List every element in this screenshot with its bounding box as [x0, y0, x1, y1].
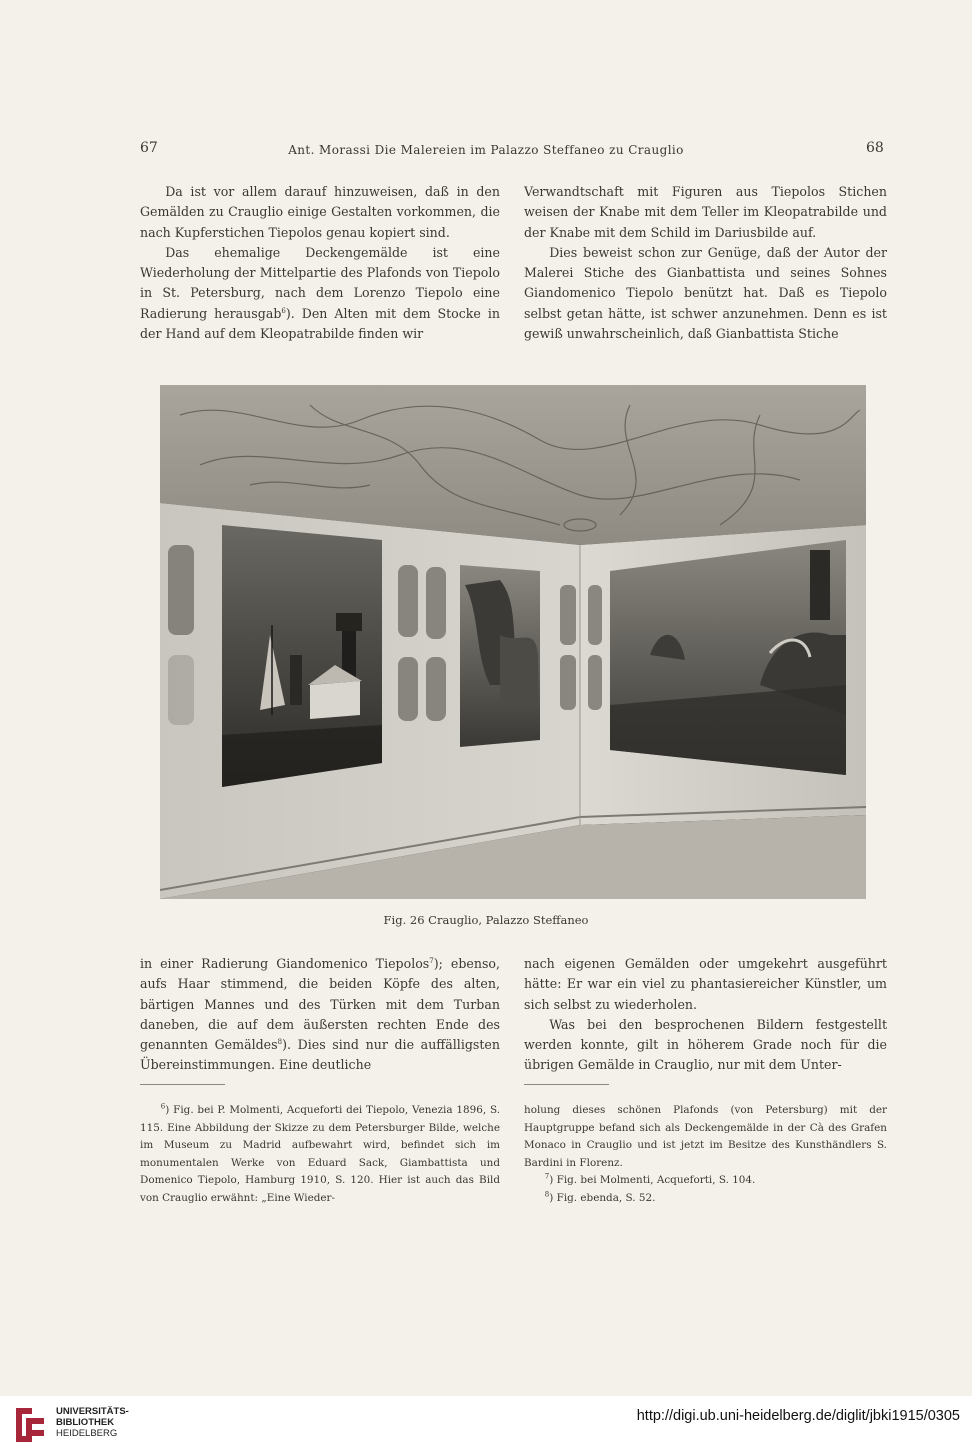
footnote-continuation: holung dieses schönen Plafonds (von Petersburg) mit der Hauptgruppe befand sich als Deckengemälde in der Cà des Grafen Monaco in Crauglio und ist jetzt im Besitze des Kunsthändlers S. Bardini in Florenz. — [524, 1104, 887, 1169]
footnotes-left — [140, 1102, 500, 1207]
footnote-rule-left — [140, 1084, 225, 1085]
paragraph: Dies beweist schon zur Genüge, daß der Autor der Malerei Stiche des Gianbattista und seines Sohnes Giandomenico Tiepolo benützt hat. Daß es Tiepolo selbst getan hätte, ist schwer anzunehmen. Denn es ist gewiß unwahrscheinlich, daß Gianbattista Stiche — [524, 244, 887, 342]
source-url-link[interactable]: http://digi.ub.uni-heidelberg.de/diglit/jbki1915/0305 — [636, 1408, 960, 1424]
paragraph: Was bei den besprochenen Bildern festgestellt werden konnte, gilt in höherem Grade noch für die übrigen Gemälde in Crauglio, nur mit dem Unter- — [524, 1016, 887, 1073]
footnote: $^8$) Fig. ebenda, S. 52. — [544, 1190, 656, 1204]
paragraph: Verwandtschaft mit Figuren aus Tiepolos Stichen weisen der Knabe mit dem Teller im Kleopatrabilde und der Knabe mit dem Schild im Dariusbilde auf. — [524, 184, 887, 240]
library-footer — [0, 1396, 972, 1456]
lower-right-column — [524, 954, 887, 1076]
upper-right-column — [524, 182, 887, 344]
page-number-left: 67 — [140, 140, 158, 156]
footnote-ref: 8 — [277, 1038, 283, 1046]
paragraph: in einer Radierung Giandomenico Tiepolos$^7$); ebenso, aufs Haar stimmend, die beiden Köpfe des alten, bärtigen Mannes und des Türken mit dem Turban daneben, die auf dem äußersten rechten Ende des genannten Gemäldes$^8$). Dies sind nur die auffälligsten Übereinstimmungen. Eine deutliche — [140, 956, 500, 1073]
footnotes-right — [524, 1102, 887, 1207]
lower-left-column — [140, 954, 500, 1076]
paragraph: nach eigenen Gemälden oder umgekehrt ausgeführt hätte: Er war ein viel zu phantasiereicher Künstler, um sich selbst zu wiederholen. — [524, 956, 887, 1012]
footnote-ref: 7 — [429, 956, 434, 965]
footnote-ref: 6 — [281, 306, 286, 315]
running-title: Ant. Morassi Die Malereien im Palazzo Steffaneo zu Crauglio — [288, 143, 684, 157]
room-illustration — [160, 385, 866, 899]
footnote: $^7$) Fig. bei Molmenti, Acqueforti, S. 104. — [544, 1172, 756, 1186]
paragraph: Da ist vor allem darauf hinzuweisen, daß in den Gemälden zu Crauglio einige Gestalten vorkommen, die nach Kupferstichen Tiepolos genau kopiert sind. — [140, 184, 500, 240]
library-name: UNIVERSITÄTS- BIBLIOTHEK HEIDELBERG — [56, 1406, 129, 1439]
page-number-right: 68 — [866, 140, 884, 156]
figure-caption: Fig. 26 Crauglio, Palazzo Steffaneo — [383, 913, 589, 927]
footnote: $^6$) Fig. bei P. Molmenti, Acqueforti dei Tiepolo, Venezia 1896, S. 115. Eine Abbildung der Skizze zu dem Petersburger Bilde, welche im Museum zu Madrid aufbewahrt wird, befindet sich im monumentalen Werke von Eduard Sack, Giambattista und Domenico Tiepolo, Hamburg 1910, S. 120. Hier ist auch das Bild von Crauglio erwähnt: „Eine Wieder- — [140, 1102, 500, 1204]
footnote-rule-right — [524, 1084, 609, 1085]
library-logo-icon — [10, 1404, 50, 1446]
room-photograph — [160, 385, 866, 899]
upper-left-column — [140, 182, 500, 344]
paragraph: Das ehemalige Deckengemälde ist eine Wiederholung der Mittelpartie des Plafonds von Tiepolo in St. Petersburg, nach dem Lorenzo Tiepolo eine Radierung herausgab$^6$). Den Alten mit dem Stocke in der Hand auf dem Kleopatrabilde finden wir — [140, 244, 500, 342]
